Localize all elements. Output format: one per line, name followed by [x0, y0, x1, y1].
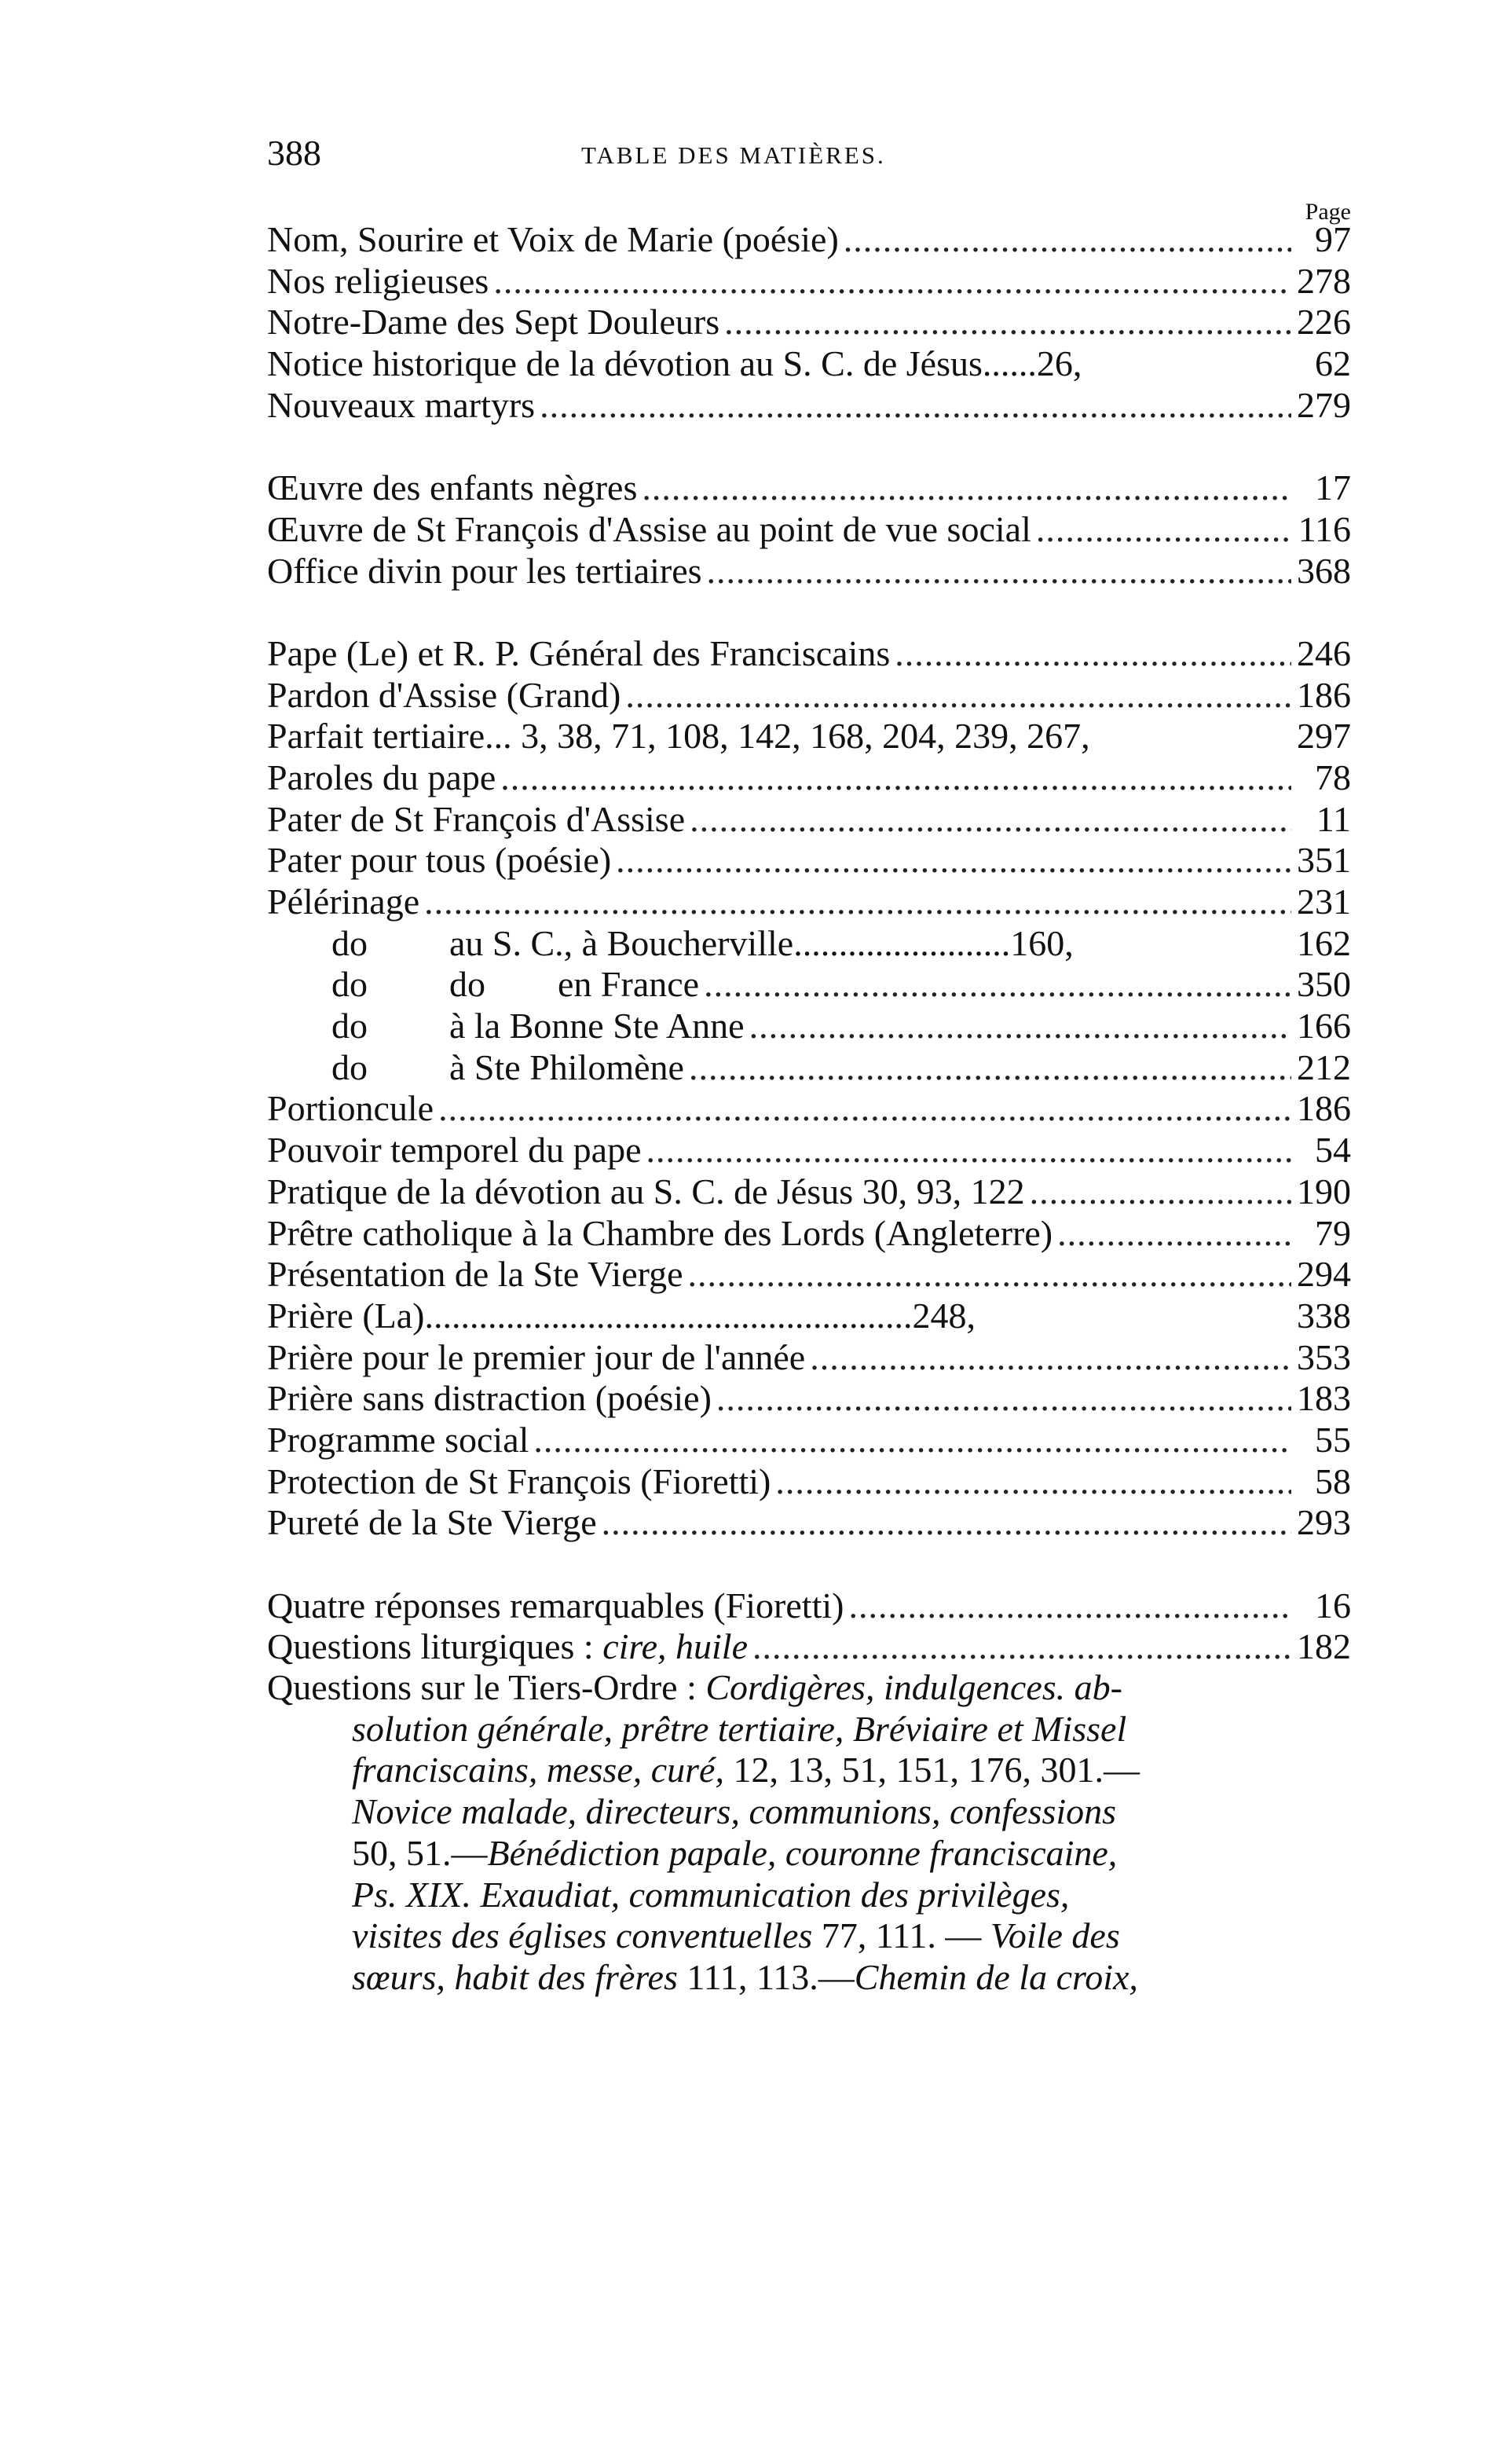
index-entry: Nouveaux martyrs ..... 279: [267, 384, 1351, 426]
index-entry: Pélérinage ..... 231: [267, 881, 1351, 922]
index-subentry: do à Ste Philomène ..... 212: [267, 1046, 1351, 1088]
index-entry: Prière pour le premier jour de l'année ..... 353: [267, 1336, 1351, 1378]
index-subentry: do au S. C., à Boucherville........................160, 162: [331, 922, 1351, 963]
index-entry: Notre-Dame des Sept Douleurs ..... 226: [267, 301, 1351, 343]
index-entry: Prière (La)......................................................248, 338: [267, 1295, 1351, 1336]
index-entry: Pater pour tous (poésie) ..... 351: [267, 839, 1351, 881]
index-entry: Nom, Sourire et Voix de Marie (poésie) ..... 97: [267, 218, 1351, 260]
index-entry: Œuvre des enfants nègres ..... 17: [267, 467, 1351, 508]
index-entry: Portioncule ..... 186: [267, 1087, 1351, 1129]
running-title: TABLE DES MATIÈRES.: [581, 141, 886, 169]
index-entry: Quatre réponses remarquables (Fioretti) ..... 16: [267, 1585, 1351, 1626]
index-entry: Paroles du pape ..... 78: [267, 757, 1351, 798]
index-subentry: do do en France ..... 350: [267, 963, 1351, 1005]
index-entry: Parfait tertiaire... 3, 38, 71, 108, 142, 168, 204, 239, 267, 297: [267, 716, 1351, 757]
page-number: 388: [267, 133, 321, 173]
index-entry: Pardon d'Assise (Grand) ..... 186: [267, 674, 1351, 716]
index-entry: Pratique de la dévotion au S. C. de Jésus 30, 93, 122 ..... 190: [267, 1171, 1351, 1212]
page-header: [267, 132, 1351, 225]
index-entries: [267, 218, 1351, 1999]
index-entry: Notice historique de la dévotion au S. C. de Jésus......26, 62: [267, 343, 1351, 384]
index-entry: Protection de St François (Fioretti) ..... 58: [267, 1461, 1351, 1502]
index-entry: Office divin pour les tertiaires ..... 368: [267, 550, 1351, 592]
index-entry: Prêtre catholique à la Chambre des Lords (Angleterre) ..... 79: [267, 1212, 1351, 1254]
index-entry: Pater de St François d'Assise ..... 11: [267, 798, 1351, 840]
questions-tiers-ordre-entry: Questions sur le Tiers-Ordre : Cordigères, indulgences. ab- solution générale, prêtre tertiaire, Bréviaire et Missel franciscains, messe, curé, 12, 13, 51, 151, 176, 301.— Novice malade, directeurs, communions, confessions 50, 51.—Bénédiction papale, couronne franciscaine, Ps. XIX. Exaudiat, communication des privilèges, visites des églises conventuelles 77, 111. — Voile des sœurs, habit des frères 111, 113.—Chemin de la croix,: [267, 1667, 1140, 1997]
index-subentry: do à la Bonne Ste Anne ..... 166: [267, 1005, 1351, 1046]
index-entry: Prière sans distraction (poésie) ..... 183: [267, 1377, 1351, 1419]
index-entry: Pape (Le) et R. P. Général des Franciscains ..... 246: [267, 632, 1351, 674]
index-entry: Programme social ..... 55: [267, 1419, 1351, 1461]
index-entry: Pouvoir temporel du pape ..... 54: [267, 1129, 1351, 1171]
index-entry: Nos religieuses ..... 278: [267, 260, 1351, 302]
page-column-label: Page: [1305, 199, 1351, 225]
index-entry: Questions liturgiques : cire, huile ..... 182: [267, 1626, 1351, 1667]
index-entry: Présentation de la Ste Vierge ..... 294: [267, 1253, 1351, 1295]
index-entry: Œuvre de St François d'Assise au point de vue social ..... 116: [267, 508, 1351, 550]
index-entry: Pureté de la Ste Vierge ..... 293: [267, 1501, 1351, 1543]
